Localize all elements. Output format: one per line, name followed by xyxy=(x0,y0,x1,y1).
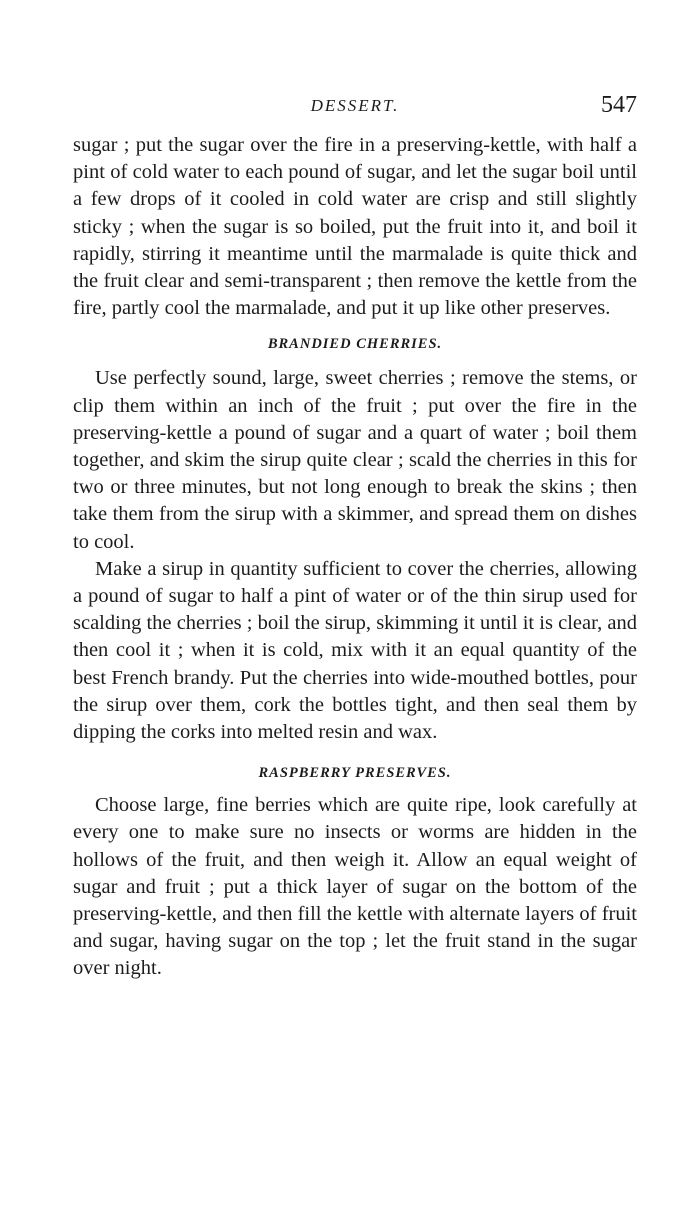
running-header xyxy=(73,90,637,132)
recipe-heading-brandied-cherries: BRANDIED CHERRIES. xyxy=(267,336,443,353)
paragraph: Use perfectly sound, large, sweet cherries ; remove the stems, or clip them within an inch of the fruit ; put over the fire in the preserving-kettle a pound of sugar and a quart of water ; boil them together, and skim the sirup quite clear ; scald the cherries in this for two or three minutes, but not long enough to break the skins ; then take them from the sirup with a skimmer, and spread them on dishes to cool. xyxy=(73,367,637,553)
recipe-heading-raspberry-preserves: RASPBERRY PRESERVES. xyxy=(258,765,452,782)
page-number: 547 xyxy=(601,92,637,118)
paragraph: Make a sirup in quantity sufficient to cover the cherries, allowing a pound of sugar to half a pint of water or of the thin sirup used for scalding the cherries ; boil the sirup, skimming it until it is clear, and then cool it ; when it is cold, mix with it an equal quantity of the best French brandy. Put the cherries into wide-mouthed bottles, pour the sirup over them, cork the bottles tight, and then seal them by dipping the corks into melted resin and wax. xyxy=(73,557,637,744)
running-title: DESSERT. xyxy=(310,96,400,115)
paragraph-continued: sugar ; put the sugar over the fire in a preserving-kettle, with half a pint of cold water to each pound of sugar, and let the sugar boil until a few drops of it cooled in cold water are crisp and still slightly sticky ; when the sugar is so boiled, put the fruit into it, and boil it rapidly, stirring it meantime until the marmalade is quite thick and the fruit clear and semi-transparent ; then remove the kettle from the fire, partly cool the marmalade, and put it up like other preserves. xyxy=(73,134,637,320)
book-page xyxy=(73,90,637,983)
paragraph: Choose large, fine berries which are quite ripe, look carefully at every one to make sure no insects or worms are hidden in the hollows of the fruit, and then weigh it. Allow an equal weight of sugar and fruit ; put a thick layer of sugar on the bottom of the preserving-kettle, and then fill the kettle with alternate layers of fruit and sugar, having sugar on the top ; let the fruit stand in the sugar over night. xyxy=(73,794,637,980)
